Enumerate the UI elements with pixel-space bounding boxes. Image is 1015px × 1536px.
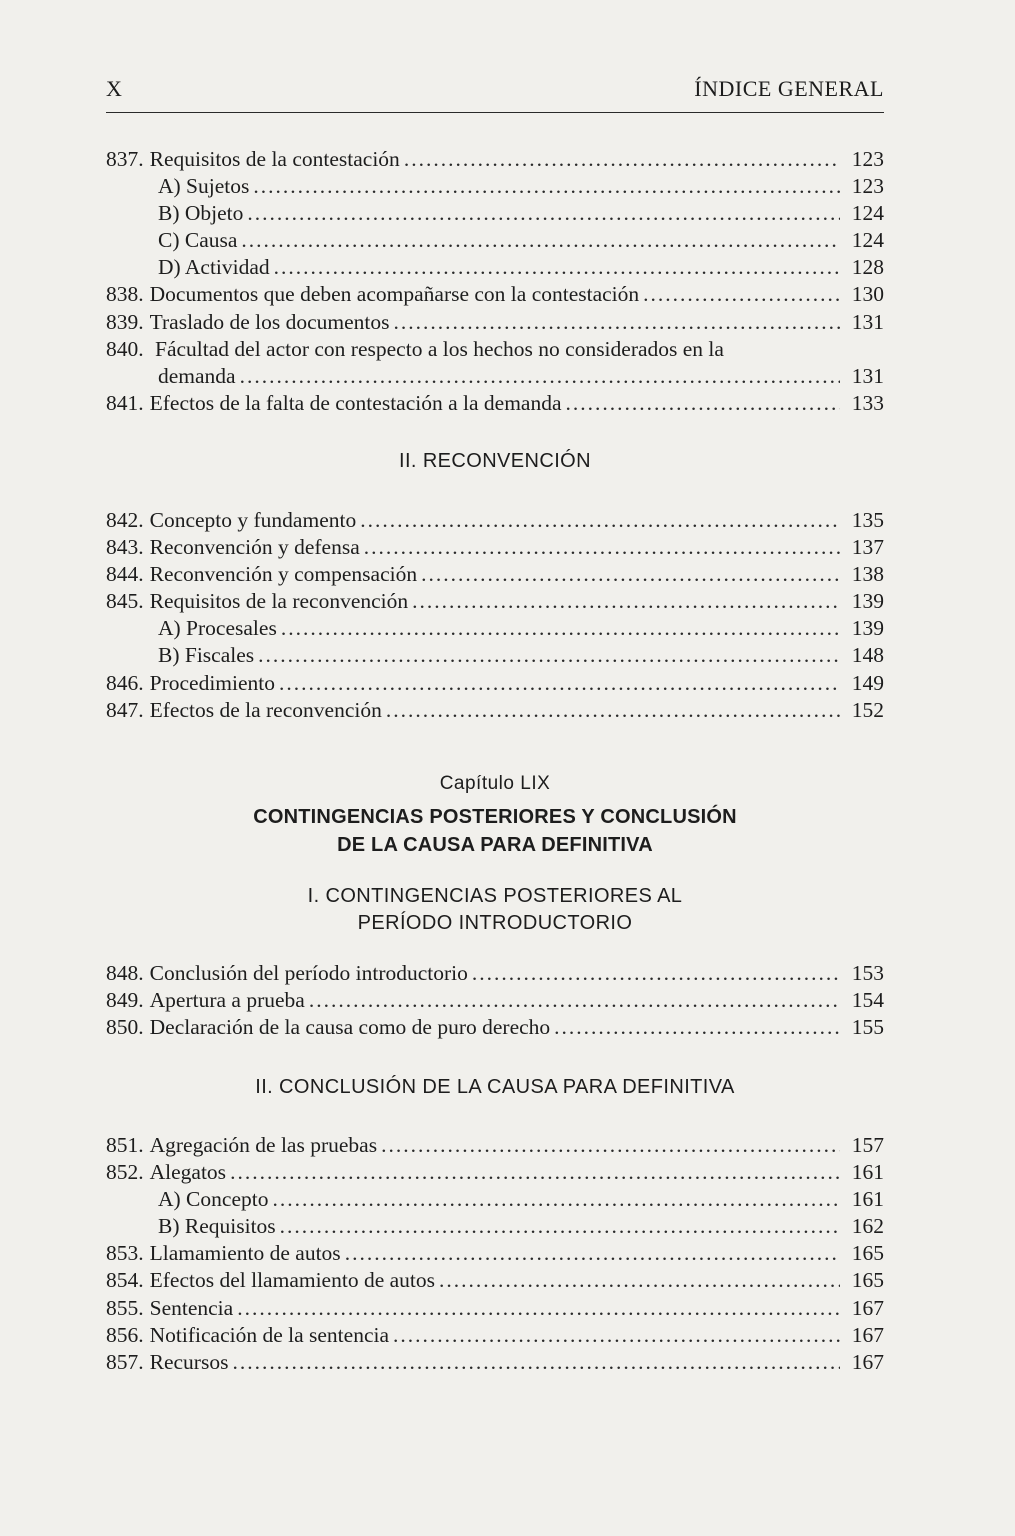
toc-entry-title: B) Requisitos [158,1214,276,1239]
toc-leader-dots [280,1213,840,1240]
toc-leader-dots [472,960,840,987]
toc-entry-title: Declaración de la causa como de puro derecho [149,1014,551,1039]
toc-entry [106,615,884,642]
toc-entry-page: 149 [851,670,884,695]
toc-entry-number: 841. [106,390,144,415]
toc-entry [106,200,884,227]
toc-entry-number: 851. [106,1132,144,1157]
toc-block-contestacion [106,146,884,336]
toc-leader-dots [364,534,840,561]
toc-entry-page: 167 [851,1349,884,1374]
toc-leader-dots [232,1349,840,1376]
toc-leader-dots [381,1132,840,1159]
toc-leader-dots [240,363,840,390]
toc-entry-title: Reconvención y compensación [149,562,418,587]
toc-entry-page: 139 [851,589,884,614]
toc-leader-dots [309,987,840,1014]
toc-entry-title: B) Objeto [158,201,244,226]
toc-entry [106,987,884,1014]
section-heading-reconvencion: II. RECONVENCIÓN [399,449,591,472]
toc-entry-page: 135 [851,507,884,532]
toc-entry-title: A) Concepto [158,1187,269,1212]
toc-entry-number: 840. [106,336,144,361]
toc-entry [106,1322,884,1349]
toc-entry-title: Llamamiento de autos [149,1241,341,1266]
toc-entry-title: A) Procesales [158,616,277,641]
toc-leader-dots [566,390,840,417]
toc-leader-dots [412,588,840,615]
section-heading-conclusion: II. CONCLUSIÓN DE LA CAUSA PARA DEFINITIVA [255,1075,735,1098]
toc-entry-title-continuation: demanda [158,363,236,388]
toc-leader-dots [554,1014,840,1041]
toc-entry [106,1267,884,1294]
toc-entry-number: 846. [106,670,144,695]
toc-leader-dots [345,1240,840,1267]
toc-entry [106,1349,884,1376]
toc-entry-title: A) Sujetos [158,174,250,199]
toc-entry [106,642,884,669]
toc-entry [106,670,884,697]
toc-entry-number: 844. [106,562,144,587]
section-heading-contingencias-line2: PERÍODO INTRODUCTORIO [357,911,633,934]
toc-entry [106,254,884,281]
toc-entry [106,173,884,200]
toc-entry-title: Efectos del llamamiento de autos [149,1268,436,1293]
toc-entry [106,534,884,561]
toc-entry-page: 157 [851,1132,884,1157]
running-header [106,76,884,102]
toc-entry-title: Concepto y fundamento [149,507,357,532]
toc-entry-page: 167 [851,1295,884,1320]
toc-leader-dots [421,561,840,588]
toc-entry [106,561,884,588]
toc-entry-page: 124 [851,228,884,253]
toc-entry-page: 123 [851,174,884,199]
toc-entry [106,588,884,615]
toc-leader-dots [394,309,841,336]
toc-entry-number: 857. [106,1349,144,1374]
toc-entry-840 [106,336,884,390]
toc-entry-title: Requisitos de la reconvención [149,589,409,614]
toc-leader-dots [237,1295,840,1322]
toc-entry-841 [106,390,884,417]
toc-entry-title: B) Fiscales [158,643,255,668]
toc-entry-number: 856. [106,1322,144,1347]
toc-entry-page: 155 [851,1014,884,1039]
toc-entry-title: Sentencia [149,1295,234,1320]
toc-entry-number: 849. [106,987,144,1012]
toc-leader-dots [241,227,840,254]
toc-entry-title: Apertura a prueba [149,987,305,1012]
toc-entry [106,1014,884,1041]
toc-entry-page: 152 [851,697,884,722]
toc-entry-page: 133 [851,390,884,415]
toc-leader-dots [439,1267,840,1294]
toc-entry-title: Reconvención y defensa [149,535,360,560]
toc-entry-page: 123 [851,147,884,171]
toc-leader-dots [360,507,840,534]
table-of-contents [106,146,884,1376]
toc-entry-title: C) Causa [158,228,238,253]
toc-entry-page: 131 [851,363,884,388]
toc-entry-number: 850. [106,1014,144,1039]
toc-entry-title: Agregación de las pruebas [149,1132,378,1157]
toc-entry-number: 848. [106,960,144,985]
toc-entry-page: 124 [851,201,884,226]
toc-entry-number: 855. [106,1295,144,1320]
toc-entry-page: 148 [851,643,884,668]
toc-leader-dots [393,1322,840,1349]
toc-entry-page: 131 [851,309,884,334]
toc-entry-number: 837. [106,147,144,171]
toc-entry-page: 138 [851,562,884,587]
toc-entry-page: 165 [851,1268,884,1293]
toc-entry [106,309,884,336]
toc-entry-title: Conclusión del período introductorio [149,960,468,985]
toc-leader-dots [247,200,840,227]
toc-block-reconvencion [106,507,884,724]
toc-entry-page: 161 [851,1187,884,1212]
toc-entry [106,281,884,308]
chapter-title-line2: DE LA CAUSA PARA DEFINITIVA [337,833,653,856]
toc-entry-title: Documentos que deben acompañarse con la contestación [149,282,640,307]
toc-entry [106,507,884,534]
toc-block-conclusion [106,1132,884,1376]
toc-entry-number: 854. [106,1268,144,1293]
toc-entry-title: Efectos de la reconvención [149,697,382,722]
toc-entry [106,227,884,254]
toc-entry-title: Procedimiento [149,670,276,695]
toc-entry-title: Fácultad del actor con respecto a los hechos no considerados en la [155,336,724,361]
toc-entry-number: 845. [106,589,144,614]
chapter-label: Capítulo LIX [439,772,551,794]
toc-entry-number: 852. [106,1160,144,1185]
toc-entry-page: 162 [851,1214,884,1239]
toc-entry-number: 847. [106,697,144,722]
toc-entry-number: 842. [106,507,144,532]
toc-leader-dots [274,254,840,281]
toc-entry [106,1132,884,1159]
toc-entry-title: Efectos de la falta de contestación a la demanda [149,390,562,415]
toc-entry [106,960,884,987]
toc-leader-dots [258,642,840,669]
toc-entry-title: Notificación de la sentencia [149,1322,390,1347]
toc-entry-page: 137 [851,535,884,560]
toc-entry-page: 167 [851,1322,884,1347]
toc-entry [106,1295,884,1322]
toc-leader-dots [272,1186,840,1213]
header-rule [106,112,884,113]
toc-leader-dots [386,697,840,724]
toc-entry [106,1213,884,1240]
toc-entry-page: 161 [851,1160,884,1185]
section-heading-contingencias-line1: I. CONTINGENCIAS POSTERIORES AL [307,884,683,907]
toc-entry-number: 853. [106,1241,144,1266]
toc-entry-page: 128 [851,255,884,280]
toc-leader-dots [404,146,840,173]
toc-entry-number: 843. [106,535,144,560]
toc-entry [106,697,884,724]
toc-block-contingencias [106,960,884,1041]
header-page-number: X [106,76,123,101]
toc-entry-page: 130 [851,282,884,307]
toc-entry-title: D) Actividad [158,255,270,280]
toc-entry [106,1186,884,1213]
toc-leader-dots [253,173,840,200]
toc-entry-page: 165 [851,1241,884,1266]
toc-entry-title: Recursos [149,1349,229,1374]
toc-leader-dots [281,615,840,642]
toc-entry-number: 838. [106,282,144,307]
chapter-title-line1: CONTINGENCIAS POSTERIORES Y CONCLUSIÓN [253,805,737,828]
toc-leader-dots [230,1159,840,1186]
toc-entry-title: Traslado de los documentos [149,309,390,334]
toc-leader-dots [279,670,840,697]
toc-entry-number: 839. [106,309,144,334]
toc-entry-title: Requisitos de la contestación [149,147,400,171]
toc-entry-title: Alegatos [149,1160,227,1185]
toc-leader-dots [643,281,840,308]
toc-entry [106,1159,884,1186]
toc-entry-page: 154 [851,987,884,1012]
header-running-title: ÍNDICE GENERAL [694,76,884,101]
toc-entry [106,1240,884,1267]
toc-entry-page: 139 [851,616,884,641]
toc-entry [106,146,884,173]
toc-entry-page: 153 [851,960,884,985]
